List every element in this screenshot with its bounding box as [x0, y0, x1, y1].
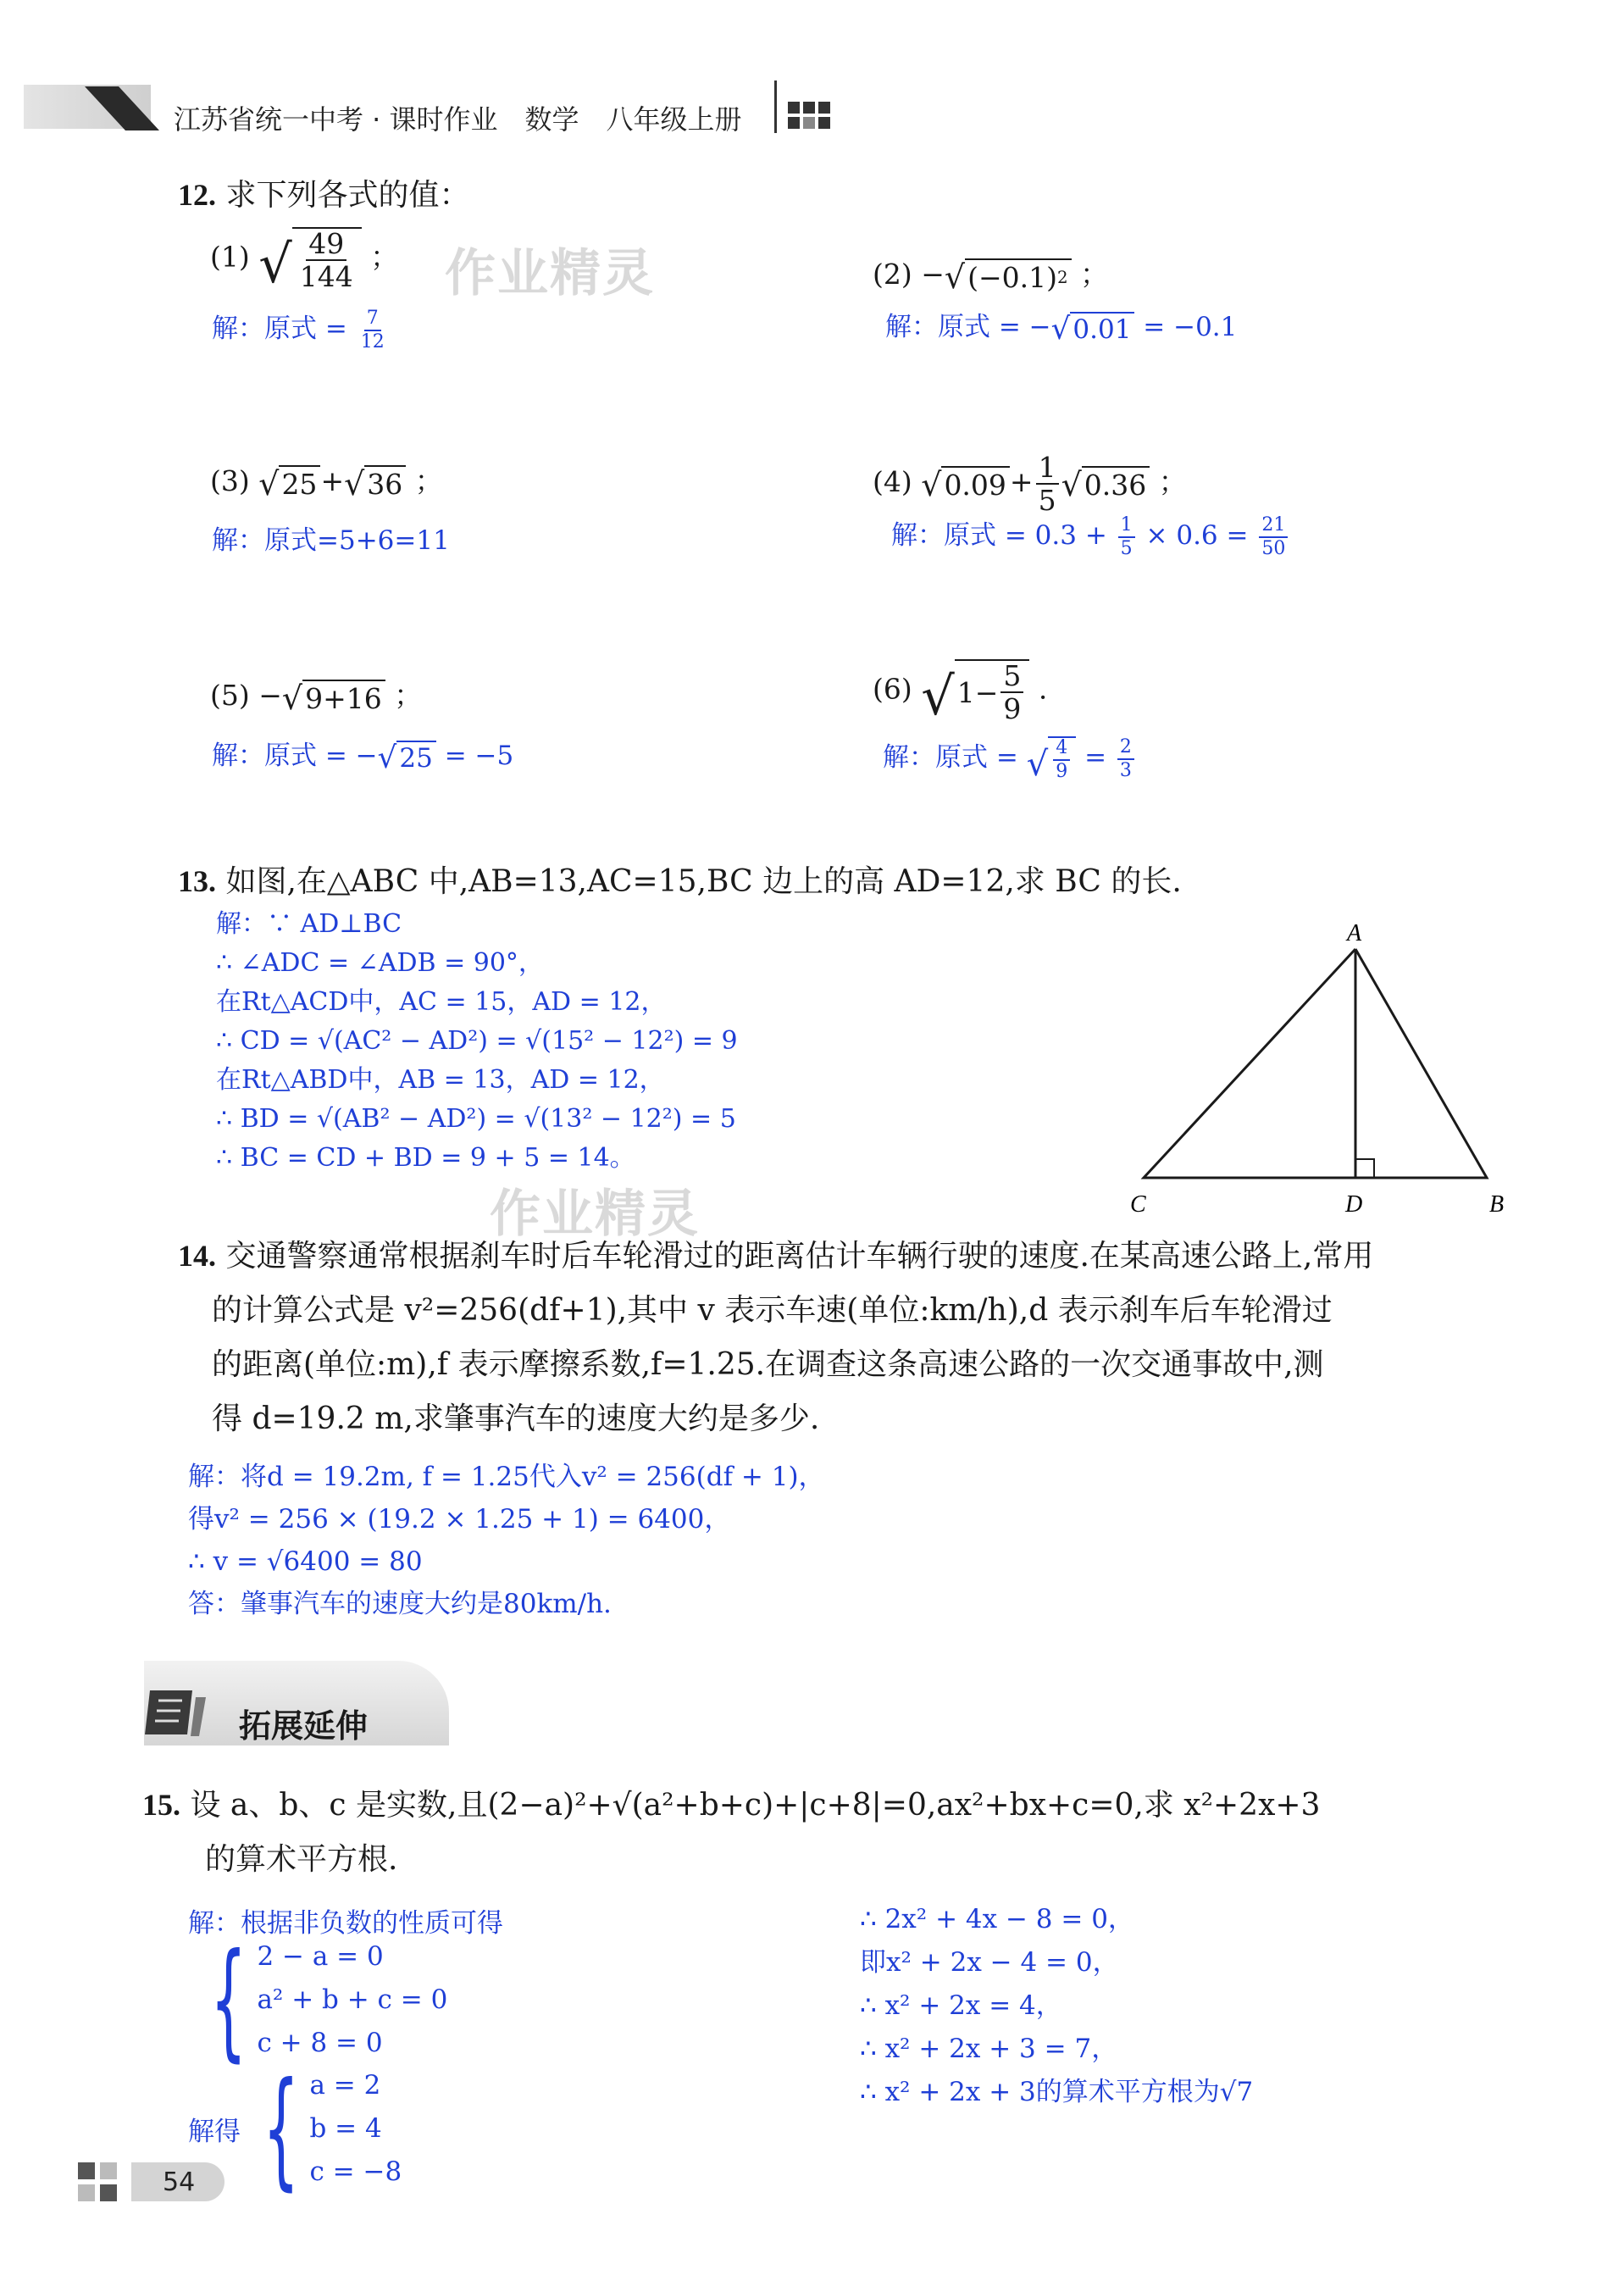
q12-text: 求下列各式的值：	[225, 178, 470, 213]
page-number: 54	[163, 2167, 196, 2197]
q15-solution-eq: b = 4	[309, 2113, 382, 2144]
q15-answer-right	[860, 1898, 1253, 2114]
q13-answer	[216, 905, 738, 1178]
watermark-1: 作业精灵	[445, 244, 655, 303]
q13-line: 在Rt△ACD中，AC = 15，AD = 12，	[216, 987, 667, 1017]
q14-body: 14. 交通警察通常根据刹车时后车轮滑过的距离估计车辆行驶的速度.在某高速公路上,常用 的计算公式是 v²=256(df+1),其中 v 表示车速(单位:km/h),d 表示刹车后车轮滑过 的距离(单位:m),f 表示摩擦系数,f=1.25.在调查这条高速公路的一次交通事故中,测 得 d=19.2 m,求肇事汽车的速度大约是多少.	[178, 1239, 1374, 1436]
vertex-c: C	[1130, 1191, 1146, 1218]
q14-answer	[188, 1456, 825, 1625]
q12-part6: (6) √ 1− $\frac{5}{9}$ .	[873, 659, 1048, 727]
q13-line: ∴ CD = √(AC² − AD²) = √(15² − 12²) = 9	[216, 1026, 738, 1056]
q12-p1-answer: 解：原式 = $\frac{7}{12}$	[212, 307, 385, 352]
watermark-2: 作业精灵	[490, 1185, 700, 1244]
vertex-d: D	[1345, 1191, 1363, 1218]
q12-p3-answer: 解：原式=5+6=11	[212, 525, 450, 556]
header-grid-icon	[788, 102, 832, 130]
vertex-b: B	[1489, 1191, 1505, 1218]
q14-answer-line: ∴ v = √6400 = 80	[188, 1546, 423, 1577]
header-divider	[774, 80, 777, 133]
q15-right-line: ∴ x² + 2x + 3的算术平方根为√7	[860, 2077, 1254, 2107]
q15-system-eq: a² + b + c = 0	[257, 1984, 448, 2015]
q15-solution-eq: a = 2	[309, 2070, 381, 2101]
header-slash	[85, 76, 161, 136]
q15-answer-intro: 解：根据非负数的性质可得	[188, 1908, 503, 1939]
vertex-a: A	[1347, 920, 1362, 946]
q12-p5-answer: 解：原式 = − √ 25 = −5	[212, 741, 514, 776]
q13-line: ∴ BC = CD + BD = 9 + 5 = 14。	[216, 1143, 635, 1173]
q12-part5: (5) − √ 9+16 ；	[210, 679, 423, 718]
q15-system-eq: c + 8 = 0	[257, 2028, 383, 2058]
q13-heading: 13. 如图,在△ABC 中,AB=13,AC=15,BC 边上的高 AD=12,求 BC 的长.	[178, 864, 1182, 899]
q13-line: ∴ ∠ADC = ∠ADB = 90°，	[216, 948, 544, 978]
q12-part2: (2) − √ (−0.1) 2 ；	[873, 258, 1109, 297]
q12-p1-label: (1)	[210, 240, 250, 274]
right-angle-mark	[1355, 1159, 1374, 1178]
q12-part4: (4) √ 0.09 + $\frac{1}{5}$ √ 0.36 ；	[873, 451, 1187, 517]
q13-text: 如图,在△ABC 中,AB=13,AC=15,BC 边上的高 AD=12,求 BC 的长.	[225, 864, 1182, 899]
q15-body: 15. 设 a、b、c 是实数,且(2−a)²+√(a²+b+c)+|c+8|=0,ax²+bx+c=0,求 x²+2x+3 的算术平方根.	[142, 1788, 1321, 1877]
notebook-icon	[140, 1682, 216, 1741]
q12-p2-answer: 解：原式 = − √ 0.01 = −0.1	[885, 312, 1238, 347]
q15-right-line: ∴ x² + 2x + 3 = 7，	[860, 2034, 1118, 2064]
q15-right-line: ∴ x² + 2x = 4，	[860, 1990, 1062, 2021]
q15-right-line: ∴ 2x² + 4x − 8 = 0，	[860, 1904, 1134, 1934]
header-title: 江苏省统一中考 · 课时作业 数学 八年级上册	[174, 103, 742, 136]
q12-part3: (3) √ 25 + √ 36 ；	[210, 464, 443, 503]
q14-answer-line: 得v² = 256 × (19.2 × 1.25 + 1) = 6400，	[188, 1504, 731, 1535]
q12-p6-answer: 解：原式 = √ $\frac{4}{9}$ = $\frac{2}{3}$	[883, 735, 1137, 781]
q15-system-eq: 2 − a = 0	[257, 1941, 384, 1972]
q15-right-line: 即x² + 2x − 4 = 0，	[860, 1947, 1119, 1978]
footer-grid-icon	[78, 2162, 122, 2205]
q12-number: 12.	[178, 178, 216, 212]
q14-answer-line: 解：将d = 19.2m, f = 1.25代入v² = 256(df + 1)，	[188, 1462, 825, 1492]
q12-heading	[178, 171, 469, 214]
q15-solution: 解得 { a = 2 b = 4 c = −8	[188, 2055, 402, 2203]
q12-p4-answer: 解：原式 = 0.3 + $\frac{1}{5}$ × 0.6 = $\frac{21}{50}$	[891, 513, 1290, 558]
q14-answer-line: 答：肇事汽车的速度大约是80km/h.	[188, 1589, 612, 1619]
q13-line: 解：∵ AD⊥BC	[216, 909, 402, 939]
triangle-abc	[1144, 949, 1487, 1178]
q12-part1: (1) √ $\frac{49}{144}$ ；	[210, 227, 399, 295]
q15-system: { 2 − a = 0 a² + b + c = 0 c + 8 = 0	[210, 1926, 448, 2074]
section-title: 拓展延伸	[239, 1707, 369, 1745]
q13-line: ∴ BD = √(AB² − AD²) = √(13² − 12²) = 5	[216, 1104, 736, 1134]
q13-line: 在Rt△ABD中，AB = 13，AD = 12，	[216, 1065, 665, 1095]
triangle-figure	[1118, 915, 1516, 1220]
q15-solution-eq: c = −8	[309, 2156, 402, 2187]
q12-p1-radical: √ $\frac{49}{144}$	[258, 227, 362, 291]
q15-solve-label: 解得	[188, 2117, 241, 2147]
